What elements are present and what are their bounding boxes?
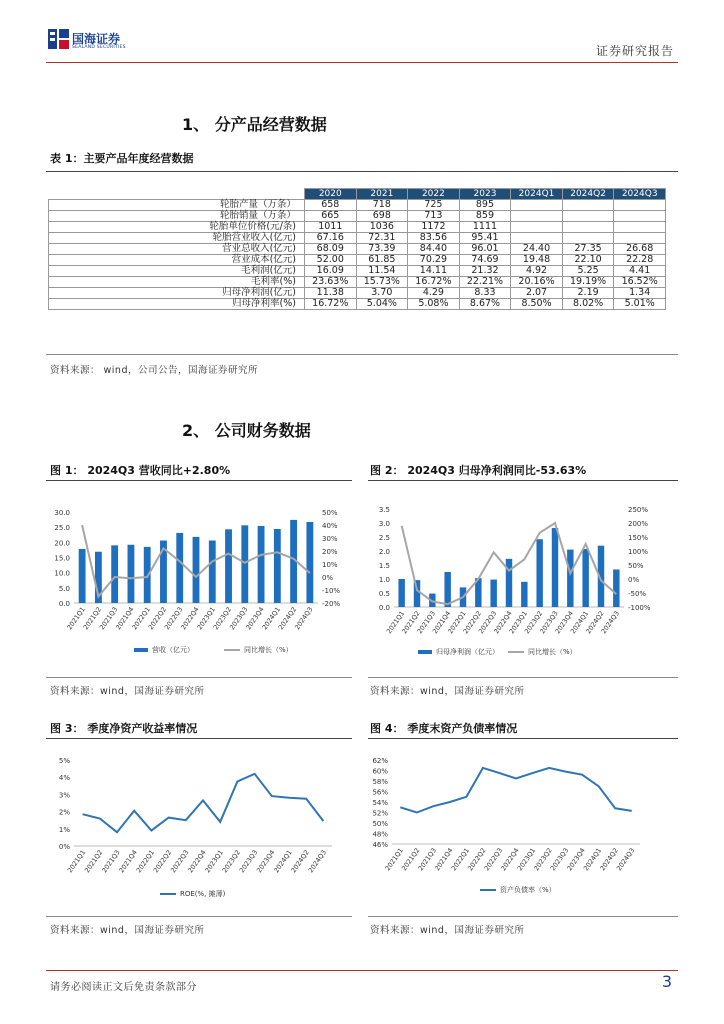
y-tick-label: 48% bbox=[372, 830, 388, 839]
row-label: 毛利率(%) bbox=[49, 277, 305, 288]
table-cell: 665 bbox=[305, 211, 357, 222]
table-cell: 718 bbox=[356, 200, 408, 211]
table-cell bbox=[511, 222, 563, 233]
x-tick-label: 2021Q1 bbox=[65, 848, 88, 875]
table-cell bbox=[562, 222, 614, 233]
y-tick-label-left: 0.5 bbox=[378, 590, 390, 598]
x-tick-label: 2021Q3 bbox=[97, 605, 120, 632]
bar bbox=[582, 549, 588, 607]
table-cell: 27.35 bbox=[562, 244, 614, 255]
caption-divider bbox=[46, 171, 678, 172]
company-logo bbox=[48, 28, 148, 56]
x-tick-label: 2024Q2 bbox=[598, 846, 620, 873]
table-cell: 21.32 bbox=[459, 266, 511, 277]
table-row bbox=[49, 244, 666, 255]
bar bbox=[176, 533, 183, 603]
table-cell: 859 bbox=[459, 211, 511, 222]
legend-label-bar: 归母净利润（亿元） bbox=[436, 648, 499, 656]
table-cell: 1172 bbox=[408, 222, 460, 233]
fig2-source-divider bbox=[368, 677, 678, 678]
x-tick-label: 2023Q1 bbox=[203, 848, 225, 875]
table-row bbox=[49, 233, 666, 244]
legend-label: 资产负债率（%） bbox=[500, 886, 556, 894]
logo-text: 国海证券 bbox=[72, 32, 121, 46]
x-tick-label: 2021Q1 bbox=[65, 605, 87, 632]
fig3-caption: 图 3： 季度净资产收益率情况 bbox=[50, 722, 198, 735]
roe-chart bbox=[46, 744, 352, 910]
x-tick-label: 2022Q3 bbox=[163, 605, 185, 632]
x-tick-label: 2022Q4 bbox=[186, 848, 208, 875]
x-tick-label: 2021Q1 bbox=[384, 609, 407, 636]
row-label: 轮胎销量（万条） bbox=[49, 211, 305, 222]
row-label: 营业成本(亿元) bbox=[49, 255, 305, 266]
x-tick-label: 2021Q3 bbox=[100, 848, 122, 875]
fig4-caption-divider bbox=[368, 738, 678, 739]
y-tick-label: 62% bbox=[372, 757, 388, 765]
bar bbox=[258, 526, 265, 603]
bar bbox=[111, 545, 118, 603]
x-tick-label: 2022Q2 bbox=[151, 848, 174, 875]
table-row bbox=[49, 200, 666, 211]
column-header: 2023 bbox=[459, 189, 511, 200]
table-cell: 16.09 bbox=[305, 266, 357, 277]
column-header: 2022 bbox=[408, 189, 460, 200]
table-cell: 11.54 bbox=[356, 266, 408, 277]
x-tick-label: 2022Q4 bbox=[492, 609, 514, 636]
table-cell: 26.68 bbox=[614, 244, 666, 255]
table-cell: 5.01% bbox=[614, 299, 666, 310]
page-number: 3 bbox=[661, 972, 672, 991]
table-cell: 61.85 bbox=[356, 255, 408, 266]
table-cell: 725 bbox=[408, 200, 460, 211]
x-tick-label: 2021Q4 bbox=[117, 848, 139, 875]
fig4-source-divider bbox=[368, 916, 678, 917]
x-tick-label: 2024Q2 bbox=[584, 609, 606, 636]
y-tick-label-left: 0.0 bbox=[58, 600, 70, 608]
x-tick-label: 2021Q4 bbox=[430, 609, 453, 636]
x-tick-label: 2024Q1 bbox=[272, 848, 294, 875]
table-cell bbox=[614, 233, 666, 244]
y-tick-label: 50% bbox=[372, 820, 388, 828]
x-tick-label: 2023Q4 bbox=[244, 605, 266, 632]
x-tick-label: 2024Q1 bbox=[581, 846, 604, 873]
header-divider bbox=[46, 62, 678, 63]
fig4-caption: 图 4： 季度末资产负债率情况 bbox=[370, 722, 518, 735]
y-tick-label-left: 3.5 bbox=[378, 506, 390, 514]
x-tick-label: 2021Q2 bbox=[400, 846, 422, 873]
y-tick-label: 60% bbox=[372, 767, 388, 776]
fig1-source: 资料来源：wind，国海证券研究所 bbox=[50, 686, 205, 697]
table-cell: 2.19 bbox=[562, 288, 614, 299]
y-tick-label-right: -20% bbox=[322, 600, 341, 608]
table-cell: 5.08% bbox=[408, 299, 460, 310]
y-tick-label: 46% bbox=[372, 841, 388, 849]
y-tick-label: 56% bbox=[372, 788, 388, 797]
table-cell bbox=[562, 233, 614, 244]
column-header: 2021 bbox=[356, 189, 408, 200]
y-tick-label-right: 0% bbox=[628, 576, 640, 584]
x-tick-label: 2023Q2 bbox=[220, 848, 243, 875]
table-cell: 2.07 bbox=[511, 288, 563, 299]
table-cell: 8.33 bbox=[459, 288, 511, 299]
x-tick-label: 2022Q3 bbox=[482, 846, 505, 873]
table-cell: 698 bbox=[356, 211, 408, 222]
fig2-caption: 图 2： 2024Q3 归母净利润同比-53.63% bbox=[370, 464, 587, 477]
table-cell: 52.00 bbox=[305, 255, 357, 266]
y-tick-label: 3% bbox=[58, 791, 70, 800]
y-tick-label-left: 25.0 bbox=[54, 524, 70, 533]
y-tick-label-right: 10% bbox=[322, 561, 338, 569]
table-cell: 68.09 bbox=[305, 244, 357, 255]
series-line bbox=[83, 774, 324, 832]
column-header: 2024Q2 bbox=[562, 189, 614, 200]
x-tick-label: 2022Q2 bbox=[466, 846, 488, 873]
table-cell: 1111 bbox=[459, 222, 511, 233]
fig3-caption-divider bbox=[46, 738, 352, 739]
row-label: 轮胎营业收入(亿元) bbox=[49, 233, 305, 244]
fig1-caption: 图 1： 2024Q3 营收同比+2.80% bbox=[50, 464, 231, 477]
x-tick-label: 2024Q3 bbox=[615, 846, 637, 873]
table-cell: 70.29 bbox=[408, 255, 460, 266]
y-tick-label-left: 3.0 bbox=[378, 520, 390, 528]
footer-divider bbox=[46, 970, 678, 971]
table-cell: 14.11 bbox=[408, 266, 460, 277]
bar bbox=[521, 582, 527, 607]
x-tick-label: 2023Q4 bbox=[553, 609, 575, 636]
row-label: 归母净利润(亿元) bbox=[49, 288, 305, 299]
section-title-2: 2、 公司财务数据 bbox=[182, 421, 311, 440]
table-cell: 72.31 bbox=[356, 233, 408, 244]
y-tick-label-left: 10.0 bbox=[54, 569, 70, 578]
bar bbox=[506, 559, 512, 607]
x-tick-label: 2023Q4 bbox=[255, 848, 277, 875]
y-tick-label-left: 2.0 bbox=[378, 548, 390, 556]
table-cell bbox=[511, 211, 563, 222]
fig4-source: 资料来源：wind，国海证券研究所 bbox=[370, 925, 525, 936]
x-tick-label: 2021Q2 bbox=[83, 848, 105, 875]
x-tick-label: 2021Q2 bbox=[400, 609, 422, 636]
logo-subtext: SEALAND SECURITIES bbox=[72, 45, 126, 50]
table-row bbox=[49, 255, 666, 266]
y-tick-label: 5% bbox=[58, 757, 70, 765]
table-cell: 16.72% bbox=[408, 277, 460, 288]
x-tick-label: 2022Q2 bbox=[461, 609, 483, 636]
legend-label-line: 同比增长（%） bbox=[528, 648, 577, 656]
table-row bbox=[49, 299, 666, 310]
x-tick-label: 2022Q3 bbox=[169, 848, 191, 875]
table-cell: 22.10 bbox=[562, 255, 614, 266]
y-tick-label: 58% bbox=[372, 778, 388, 786]
table-cell: 4.41 bbox=[614, 266, 666, 277]
x-tick-label: 2024Q1 bbox=[260, 605, 282, 632]
row-label: 归母净利率(%) bbox=[49, 299, 305, 310]
table-cell: 96.01 bbox=[459, 244, 511, 255]
table-cell: 1011 bbox=[305, 222, 357, 233]
x-tick-label: 2024Q3 bbox=[599, 609, 621, 636]
y-tick-label-left: 20.0 bbox=[54, 539, 70, 548]
table-source: 资料来源： wind，公司公告，国海证券研究所 bbox=[50, 365, 258, 376]
table-cell: 19.19% bbox=[562, 277, 614, 288]
bar bbox=[79, 549, 86, 603]
x-tick-label: 2024Q3 bbox=[306, 848, 329, 875]
footer-disclaimer: 请务必阅读正文后免责条款部分 bbox=[50, 982, 197, 993]
table-cell: 5.25 bbox=[562, 266, 614, 277]
y-tick-label-right: 0% bbox=[322, 574, 334, 582]
x-tick-label: 2022Q4 bbox=[499, 846, 521, 873]
column-header: 2024Q1 bbox=[511, 189, 563, 200]
table-cell: 22.21% bbox=[459, 277, 511, 288]
source-divider bbox=[46, 354, 678, 355]
table-cell: 11.38 bbox=[305, 288, 357, 299]
y-tick-label-left: 1.0 bbox=[378, 576, 390, 584]
y-tick-label-right: 50% bbox=[322, 509, 338, 517]
bar bbox=[193, 537, 200, 603]
table-cell: 74.69 bbox=[459, 255, 511, 266]
table-cell: 22.28 bbox=[614, 255, 666, 266]
table-row bbox=[49, 222, 666, 233]
debt-ratio-chart bbox=[368, 744, 678, 910]
fig3-source: 资料来源：wind，国海证券研究所 bbox=[50, 925, 205, 936]
x-tick-label: 2023Q2 bbox=[522, 609, 545, 636]
x-tick-label: 2023Q1 bbox=[195, 605, 217, 632]
bar bbox=[128, 545, 135, 603]
table-corner bbox=[49, 189, 305, 200]
y-tick-label: 0% bbox=[58, 843, 70, 851]
x-tick-label: 2023Q1 bbox=[507, 609, 529, 636]
fig1-caption-divider bbox=[46, 480, 352, 481]
table-cell: 84.40 bbox=[408, 244, 460, 255]
table-cell: 5.04% bbox=[356, 299, 408, 310]
legend-label-bar: 营收（亿元） bbox=[152, 646, 194, 654]
table-cell: 19.48 bbox=[511, 255, 563, 266]
y-tick-label-right: -10% bbox=[322, 587, 341, 595]
y-tick-label: 2% bbox=[58, 808, 70, 817]
table-cell: 8.67% bbox=[459, 299, 511, 310]
x-tick-label: 2021Q2 bbox=[81, 605, 104, 632]
table-header-row bbox=[49, 189, 666, 200]
revenue-chart bbox=[46, 486, 352, 670]
row-label: 毛利润(亿元) bbox=[49, 266, 305, 277]
column-header: 2024Q3 bbox=[614, 189, 666, 200]
y-tick-label-left: 2.5 bbox=[378, 534, 390, 542]
bar bbox=[536, 539, 542, 607]
y-tick-label-right: 250% bbox=[628, 506, 649, 514]
x-tick-label: 2021Q3 bbox=[416, 846, 438, 873]
table-cell bbox=[511, 200, 563, 211]
y-tick-label-right: -50% bbox=[628, 590, 647, 598]
table-body bbox=[49, 200, 666, 310]
table-cell: 83.56 bbox=[408, 233, 460, 244]
legend-label-line: 同比增长（%） bbox=[244, 646, 293, 654]
x-tick-label: 2023Q3 bbox=[538, 609, 560, 636]
y-tick-label-left: 5.0 bbox=[58, 584, 70, 593]
row-label: 轮胎单位价格(元/条) bbox=[49, 222, 305, 233]
x-tick-label: 2023Q3 bbox=[228, 605, 250, 632]
fig3-source-divider bbox=[46, 916, 352, 917]
table-cell: 16.52% bbox=[614, 277, 666, 288]
table-row bbox=[49, 288, 666, 299]
bar bbox=[225, 529, 232, 603]
bar bbox=[274, 529, 281, 603]
x-tick-label: 2022Q2 bbox=[146, 605, 169, 632]
legend-swatch-bar bbox=[134, 648, 148, 652]
bar bbox=[144, 547, 151, 603]
bar bbox=[398, 579, 404, 607]
x-tick-label: 2023Q4 bbox=[565, 846, 587, 873]
x-tick-label: 2021Q3 bbox=[415, 609, 437, 636]
x-tick-label: 2021Q4 bbox=[114, 605, 136, 632]
column-header: 2020 bbox=[305, 189, 357, 200]
y-tick-label-right: 100% bbox=[628, 548, 649, 556]
bar bbox=[209, 541, 216, 603]
y-tick-label-right: 40% bbox=[322, 522, 338, 530]
table-cell: 8.50% bbox=[511, 299, 563, 310]
y-tick-label: 54% bbox=[372, 799, 388, 807]
table-cell bbox=[562, 200, 614, 211]
x-tick-label: 2021Q4 bbox=[433, 846, 455, 873]
bar bbox=[444, 572, 450, 607]
x-tick-label: 2022Q1 bbox=[130, 605, 152, 632]
y-tick-label-right: 20% bbox=[322, 548, 338, 556]
y-tick-label-left: 30.0 bbox=[54, 509, 70, 517]
x-tick-label: 2022Q4 bbox=[179, 605, 201, 632]
x-tick-label: 2023Q3 bbox=[548, 846, 571, 873]
table-cell: 16.72% bbox=[305, 299, 357, 310]
table-cell: 1.34 bbox=[614, 288, 666, 299]
y-tick-label: 52% bbox=[372, 809, 388, 818]
x-tick-label: 2023Q2 bbox=[532, 846, 554, 873]
table-cell bbox=[562, 211, 614, 222]
net-profit-chart bbox=[368, 486, 678, 670]
x-tick-label: 2023Q1 bbox=[515, 846, 538, 873]
legend-label: ROE(%, 摊薄) bbox=[180, 890, 226, 898]
y-tick-label-left: 1.5 bbox=[378, 562, 390, 570]
x-tick-label: 2024Q1 bbox=[568, 609, 591, 636]
table-cell: 95.41 bbox=[459, 233, 511, 244]
y-tick-label-right: -100% bbox=[628, 604, 651, 612]
bar bbox=[306, 522, 313, 603]
table-caption: 表 1：主要产品年度经营数据 bbox=[50, 152, 194, 165]
bar bbox=[552, 528, 558, 607]
table-row bbox=[49, 277, 666, 288]
table-cell bbox=[614, 211, 666, 222]
table-cell: 4.29 bbox=[408, 288, 460, 299]
table-cell: 73.39 bbox=[356, 244, 408, 255]
y-tick-label-right: 50% bbox=[628, 562, 644, 570]
table-row bbox=[49, 211, 666, 222]
x-tick-label: 2024Q2 bbox=[289, 848, 311, 875]
x-tick-label: 2021Q1 bbox=[383, 846, 405, 873]
fig2-caption-divider bbox=[368, 480, 678, 481]
bar bbox=[567, 550, 573, 607]
logo-mark-icon bbox=[48, 28, 70, 50]
y-tick-label-right: 200% bbox=[628, 520, 649, 528]
y-tick-label-left: 15.0 bbox=[54, 554, 70, 563]
bar bbox=[613, 569, 619, 607]
x-tick-label: 2024Q2 bbox=[276, 605, 299, 632]
x-tick-label: 2022Q1 bbox=[446, 609, 468, 636]
table-cell: 15.73% bbox=[356, 277, 408, 288]
x-tick-label: 2022Q1 bbox=[134, 848, 157, 875]
legend-swatch-bar bbox=[418, 650, 432, 654]
table-cell bbox=[614, 222, 666, 233]
y-tick-label-right: 150% bbox=[628, 534, 649, 542]
table-cell: 23.63% bbox=[305, 277, 357, 288]
y-tick-label: 1% bbox=[58, 825, 70, 834]
row-label: 营业总收入(亿元) bbox=[49, 244, 305, 255]
table-cell: 24.40 bbox=[511, 244, 563, 255]
series-line bbox=[400, 768, 631, 813]
table-cell bbox=[511, 233, 563, 244]
operating-data-table bbox=[48, 188, 666, 310]
fig1-source-divider bbox=[46, 677, 352, 678]
table-cell: 3.70 bbox=[356, 288, 408, 299]
table-cell: 4.92 bbox=[511, 266, 563, 277]
x-tick-label: 2022Q3 bbox=[476, 609, 499, 636]
bar bbox=[241, 525, 248, 603]
x-tick-label: 2023Q2 bbox=[211, 605, 234, 632]
y-tick-label: 4% bbox=[58, 774, 70, 783]
fig2-source: 资料来源：wind，国海证券研究所 bbox=[370, 686, 525, 697]
table-cell: 8.02% bbox=[562, 299, 614, 310]
table-row bbox=[49, 266, 666, 277]
x-tick-label: 2022Q1 bbox=[449, 846, 472, 873]
bar bbox=[490, 580, 496, 607]
table-cell: 20.16% bbox=[511, 277, 563, 288]
row-label: 轮胎产量（万条） bbox=[49, 200, 305, 211]
table-cell: 713 bbox=[408, 211, 460, 222]
y-tick-label-right: 30% bbox=[322, 535, 338, 543]
section-title-1: 1、 分产品经营数据 bbox=[182, 115, 327, 134]
table-cell: 1036 bbox=[356, 222, 408, 233]
report-type: 证券研究报告 bbox=[595, 44, 674, 58]
y-tick-label-left: 0.0 bbox=[378, 604, 390, 612]
x-tick-label: 2023Q3 bbox=[237, 848, 260, 875]
x-tick-label: 2024Q3 bbox=[293, 605, 315, 632]
table-cell bbox=[614, 200, 666, 211]
table-cell: 67.16 bbox=[305, 233, 357, 244]
table-cell: 658 bbox=[305, 200, 357, 211]
table-cell: 895 bbox=[459, 200, 511, 211]
